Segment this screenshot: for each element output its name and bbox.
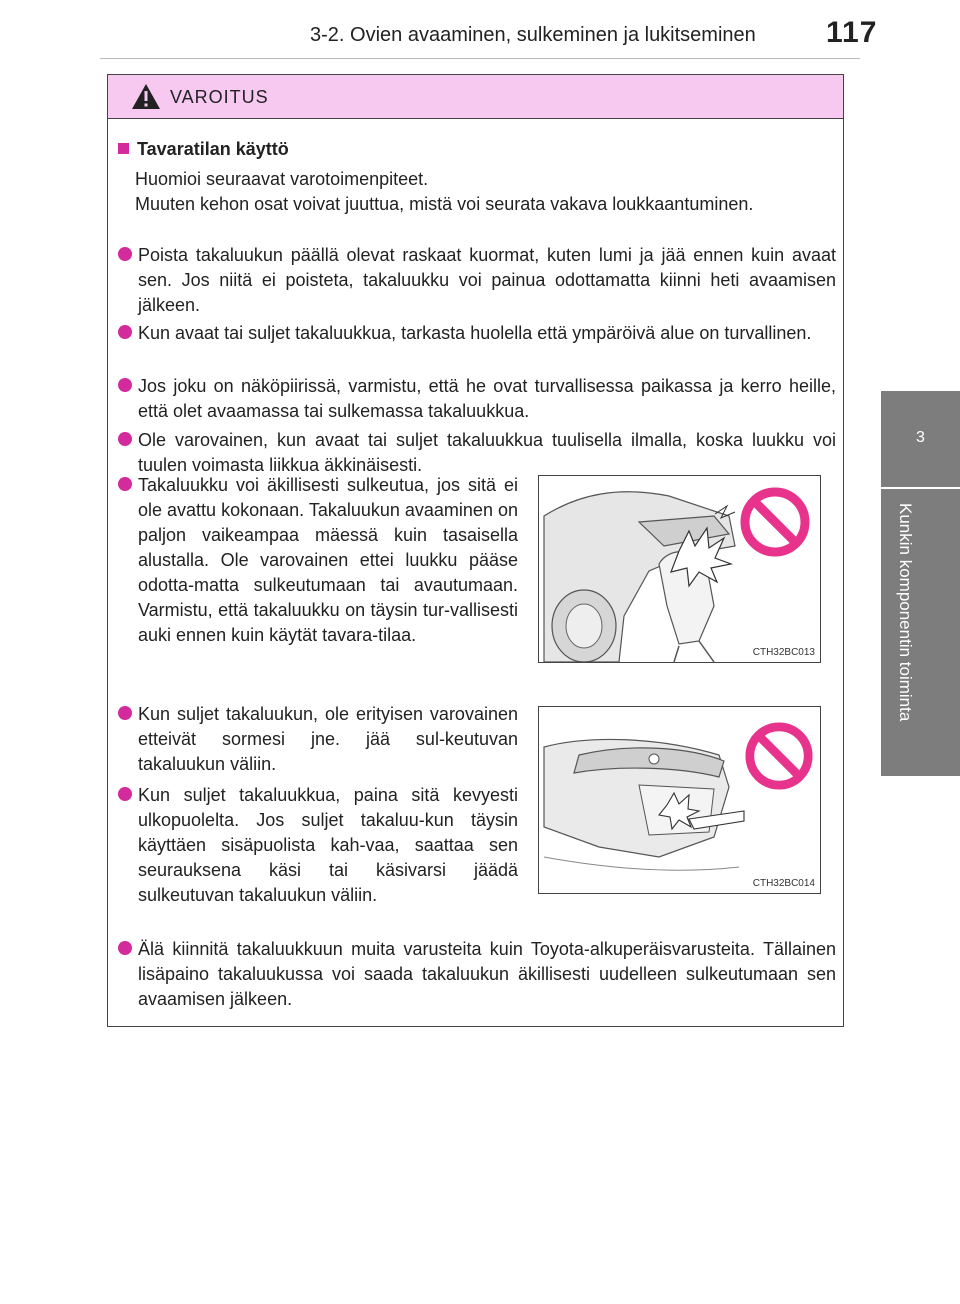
bullet-dot-icon <box>118 247 132 261</box>
header-divider <box>100 58 860 59</box>
chapter-title: Kunkin komponentin toiminta <box>896 503 915 722</box>
page-section-title: 3-2. Ovien avaaminen, sulkeminen ja lukitseminen <box>310 24 756 46</box>
section-heading <box>118 139 289 160</box>
prohibition-icon <box>739 486 811 558</box>
warning-label: VAROITUS <box>170 87 269 107</box>
figure-code: CTH32BC013 <box>752 647 815 658</box>
section-heading-text: Tavaratilan käyttö <box>137 139 289 159</box>
prohibition-icon <box>744 721 814 791</box>
intro-line: Huomioi seuraavat varotoimenpiteet. <box>135 169 429 189</box>
chapter-tab <box>881 391 960 487</box>
chapter-number: 3 <box>916 429 925 446</box>
bullet-dot-icon <box>118 477 132 491</box>
page-number: 117 <box>826 16 878 49</box>
list-item: Kun suljet takaluukun, ole erityisen varovainen etteivät sormesi jne. jää sul-keutuvan takaluukun väliin. <box>118 702 518 777</box>
warning-box <box>107 74 844 1027</box>
intro-line: Muuten kehon osat voivat juuttua, mistä voi seurata vakava loukkaantuminen. <box>135 194 754 214</box>
list-item: Kun suljet takaluukkua, paina sitä kevyesti ulkopuolelta. Jos suljet takaluu-kun täysin käyttäen sisäpuolista kah-vaa, saattaa sen seurauksena käsi tai käsivarsi jäädä sulkeutuvan takaluukun väliin. <box>118 783 518 908</box>
list-item: Älä kiinnitä takaluukkuun muita varusteita kuin Toyota-alkuperäisvarusteita. Tällainen lisäpaino takaluukussa voi saada takaluukun äkillisesti uudelleen sulkeutumaan sen avaamisen jälkeen. <box>118 937 836 1012</box>
illustration-trunk-closing <box>538 706 821 894</box>
bullet-dot-icon <box>118 432 132 446</box>
illustration-trunk-opening <box>538 475 821 663</box>
figure-code: CTH32BC014 <box>752 878 815 889</box>
square-bullet-icon <box>118 143 129 154</box>
list-item: Ole varovainen, kun avaat tai suljet takaluukkua tuulisella ilmalla, koska luukku voi tuulen voimasta liikkua äkkinäisesti. <box>118 428 836 478</box>
list-item: Poista takaluukun päällä olevat raskaat kuormat, kuten lumi ja jää ennen kuin avaat sen. Jos niitä ei poisteta, takaluukku voi painua odottamatta kiinni heti avaamisen jälkeen. <box>118 243 836 318</box>
bullet-dot-icon <box>118 787 132 801</box>
list-item: Kun avaat tai suljet takaluukkua, tarkasta huolella että ympäröivä alue on turvallinen. <box>118 321 836 346</box>
warning-header <box>108 75 843 119</box>
list-item: Takaluukku voi äkillisesti sulkeutua, jos sitä ei ole avattu kokonaan. Takaluukun avaaminen on paljon vaikeampaa mäessä kuin tasaisella alustalla. Ole varovainen ettei luukku pääse odotta-matta sulkeutumaan tai avautumaan. Varmistu, että takaluukku on täysin tur-vallisesti auki ennen kuin käytät tavara-tilaa. <box>118 473 518 648</box>
bullet-dot-icon <box>118 941 132 955</box>
bullet-dot-icon <box>118 378 132 392</box>
bullet-dot-icon <box>118 325 132 339</box>
intro-text <box>135 167 840 217</box>
list-item: Jos joku on näköpiirissä, varmistu, että he ovat turvallisessa paikassa ja kerro heille, että olet avaamassa tai sulkemassa takaluukkua. <box>118 374 836 424</box>
bullet-dot-icon <box>118 706 132 720</box>
warning-triangle-icon <box>131 83 161 110</box>
chapter-title-tab <box>881 489 960 776</box>
